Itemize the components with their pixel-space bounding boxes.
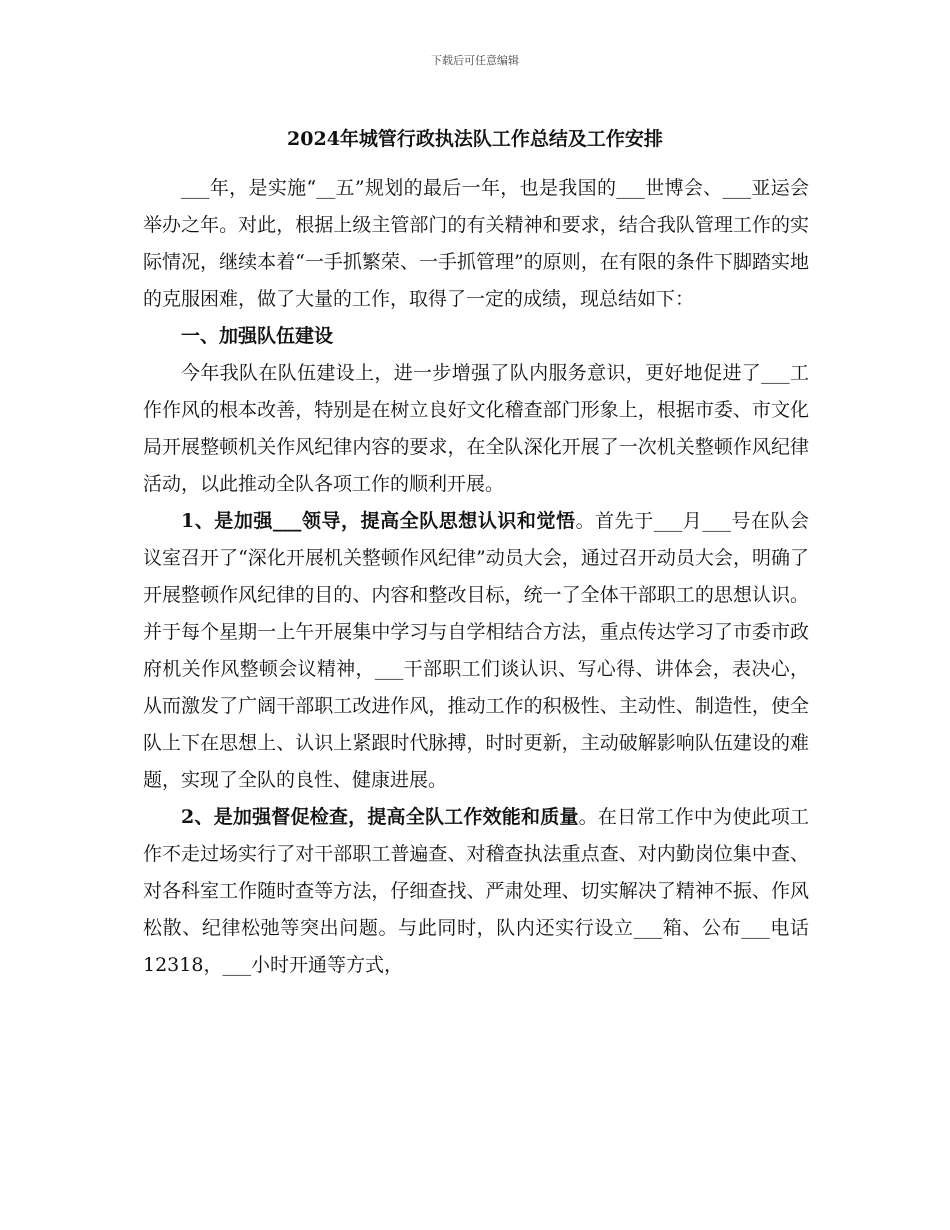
- document-title: 2024年城管行政执法队工作总结及工作安排: [287, 128, 663, 150]
- item-body-1: 。首先于___月___号在队会议室召开了“深化开展机关整顿作风纪律”动员大会，通过召开动员大会，明确了开展整顿作风纪律的目的、内容和整改目标，统一了全体干部职工的思想认识。并于每个星期一上午开展集中学习与自学相结合方法，重点传达学习了市委市政府机关作风整顿会议精神，___干部职工们谈认识、写心得、讲体会，表决心，从而激发了广阔干部职工改进作风，推动工作的积极性、主动性、制造性，使全队上下在思想上、认识上紧跟时代脉搏，时时更新，主动破解影响队伍建设的难题，实现了全队的良性、健康进展。: [143, 510, 809, 791]
- section-paragraph: 今年我队在队伍建设上，进一步增强了队内服务意识，更好地促进了___工作作风的根本改善，特别是在树立良好文化稽查部门形象上，根据市委、市文化局开展整顿机关作风纪律内容的要求，在全队深化开展了一次机关整顿作风纪律活动，以此推动全队各项工作的顺利开展。: [143, 362, 809, 495]
- item-paragraph-1: [143, 503, 809, 799]
- page-header: 下载后可任意编辑: [431, 54, 519, 67]
- intro-paragraph: ___年，是实施“__五”规划的最后一年，也是我国的___世博会、___亚运会举办之年。对此，根据上级主管部门的有关精神和要求，结合我队管理工作的实际情况，继续本着“一手抓繁荣、一手抓管理”的原则，在有限的条件下脚踏实地的克服困难，做了大量的工作，取得了一定的成绩，现总结如下：: [143, 177, 809, 310]
- item-lead-2: 2、是加强督促检查，提高全队工作效能和质量: [181, 806, 579, 828]
- section-heading: 一、加强队伍建设: [181, 325, 334, 347]
- item-paragraph-2: [143, 799, 809, 984]
- document-body: [143, 170, 809, 984]
- item-body-2: 。在日常工作中为使此项工作不走过场实行了对干部职工普遍查、对稽查执法重点查、对内勤岗位集中查、对各科室工作随时查等方法，仔细查找、严肃处理、切实解决了精神不振、作风松散、纪律松弛等突出问题。与此同时，队内还实行设立___箱、公布___电话12318，___小时开通等方式，: [143, 806, 809, 976]
- item-lead-1: 1、是加强___领导，提高全队思想认识和觉悟: [181, 510, 576, 532]
